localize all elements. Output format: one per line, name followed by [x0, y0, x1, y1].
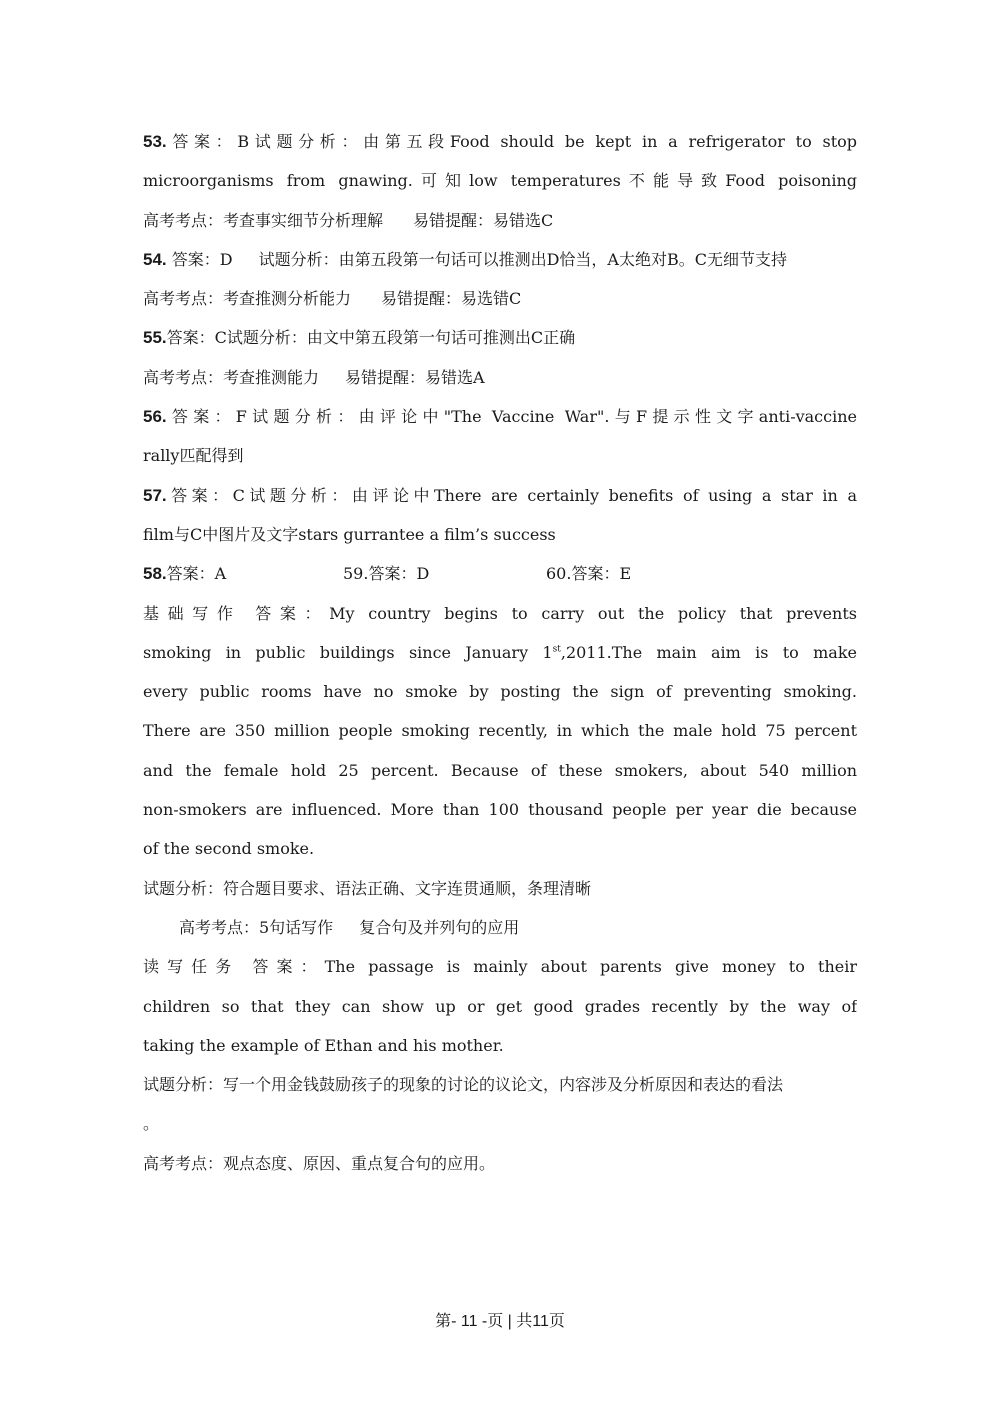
task-analysis: [143, 1065, 857, 1104]
writing-answer-text: 答案：My country begins to carry out the policy that prevents: [255, 603, 857, 623]
q54-answer: 答案：D: [171, 249, 233, 269]
task-answer-text: 答案：The passage is mainly about parents give money to their: [252, 957, 857, 977]
writing-text: smoking in public buildings since January 1: [143, 642, 553, 662]
q58-60-line: [143, 554, 857, 593]
q53-answer-text-2: microorganisms from gnawing.可知low temperatures不能导致Food poisoning: [143, 171, 857, 191]
writing-text: every public rooms have no smoke by posting the sign of preventing smoking.: [143, 682, 857, 702]
analysis-punctuation: 。: [143, 1114, 160, 1134]
writing-title: 基础写作: [143, 603, 242, 623]
page-footer: 第- 11 -页 | 共11页: [435, 1313, 565, 1330]
writing-line-4: [143, 711, 857, 750]
key-point-text: 高考考点：5句话写作: [179, 917, 334, 937]
writing-text: of the second smoke.: [143, 839, 315, 859]
writing-line-2: [143, 633, 857, 672]
question-number: 58.: [143, 564, 167, 584]
q53-key-point: [143, 201, 857, 240]
q53-line-1: [143, 122, 857, 161]
q57-answer-text-2: film与C中图片及文字stars gurrantee a film’s success: [143, 524, 556, 544]
key-point-text: 高考考点：观点态度、原因、重点复合句的应用。: [143, 1153, 496, 1173]
error-tip-text: 易错提醒：易错选C: [413, 210, 554, 230]
answer-content: [143, 122, 857, 1183]
q54-key-point: [143, 279, 857, 318]
writing-line-5: [143, 751, 857, 790]
error-tip-text: 易错提醒：易错选A: [345, 367, 485, 387]
q55-key-point: [143, 358, 857, 397]
q56-line-2: [143, 436, 857, 475]
key-point-text: 高考考点：考查推测能力: [143, 367, 320, 387]
writing-superscript: st: [552, 644, 561, 655]
writing-analysis: [143, 869, 857, 908]
q55-answer-text: 答案：C试题分析：由文中第五段第一句话可推测出C正确: [166, 328, 576, 348]
q53-line-2: [143, 161, 857, 200]
error-tip-text: 易错提醒：易选错C: [381, 289, 522, 309]
question-number: 57.: [143, 485, 167, 505]
key-point-detail: 复合句及并列句的应用: [359, 917, 520, 937]
q54-line: [143, 240, 857, 279]
writing-text: non-smokers are influenced. More than 100 thousand people per year die because: [143, 800, 857, 820]
task-key-point: [143, 1144, 857, 1183]
q56-answer-text: 答案：F试题分析：由评论中"The Vaccine War".与F提示性文字anti-vaccine: [166, 407, 857, 427]
q57-line-1: [143, 476, 857, 515]
task-title: 读写任务: [143, 957, 240, 977]
question-number: 55.: [143, 328, 167, 348]
q55-line: [143, 318, 857, 357]
writing-text: There are 350 million people smoking recently, in which the male hold 75 percent: [143, 721, 857, 741]
key-point-text: 高考考点：考查推测分析能力: [143, 289, 352, 309]
analysis-text: 试题分析：符合题目要求、语法正确、文字连贯通顺，条理清晰: [143, 878, 592, 898]
q57-answer-text: 答案：C试题分析：由评论中There are certainly benefits of using a star in a: [166, 485, 857, 505]
q53-answer-text: 答案：B试题分析：由第五段Food should be kept in a refrigerator to stop: [166, 132, 857, 151]
writing-text: and the female hold 25 percent. Because of these smokers, about 540 million: [143, 760, 857, 780]
writing-line-3: [143, 672, 857, 711]
q56-answer-text-2: rally匹配得到: [143, 446, 244, 466]
writing-line-1: [143, 594, 857, 633]
writing-line-6: [143, 790, 857, 829]
writing-line-7: [143, 829, 857, 868]
q57-line-2: [143, 515, 857, 554]
task-analysis-end: [143, 1104, 857, 1143]
writing-key-point: [143, 908, 857, 947]
q60-answer: 60.答案：E: [546, 564, 632, 584]
task-line-2: [143, 987, 857, 1026]
task-line-3: [143, 1026, 857, 1065]
q54-analysis: 试题分析：由第五段第一句话可以推测出D恰当，A太绝对B。C无细节支持: [258, 249, 787, 269]
analysis-text: 试题分析：写一个用金钱鼓励孩子的现象的讨论的议论文，内容涉及分析原因和表达的看法: [143, 1075, 784, 1095]
q58-answer: 答案：A: [166, 564, 227, 584]
task-text: children so that they can show up or get good grades recently by the way of: [143, 996, 857, 1016]
question-number: 56.: [143, 407, 167, 427]
writing-text: ,2011.The main aim is to make: [560, 642, 857, 662]
question-number: 54.: [143, 249, 167, 269]
task-line-1: [143, 947, 857, 986]
task-text: taking the example of Ethan and his mother.: [143, 1035, 504, 1055]
key-point-text: 高考考点：考查事实细节分析理解: [143, 210, 384, 230]
question-number: 53.: [143, 132, 167, 151]
q59-answer: 59.答案：D: [343, 564, 430, 584]
q56-line-1: [143, 397, 857, 436]
